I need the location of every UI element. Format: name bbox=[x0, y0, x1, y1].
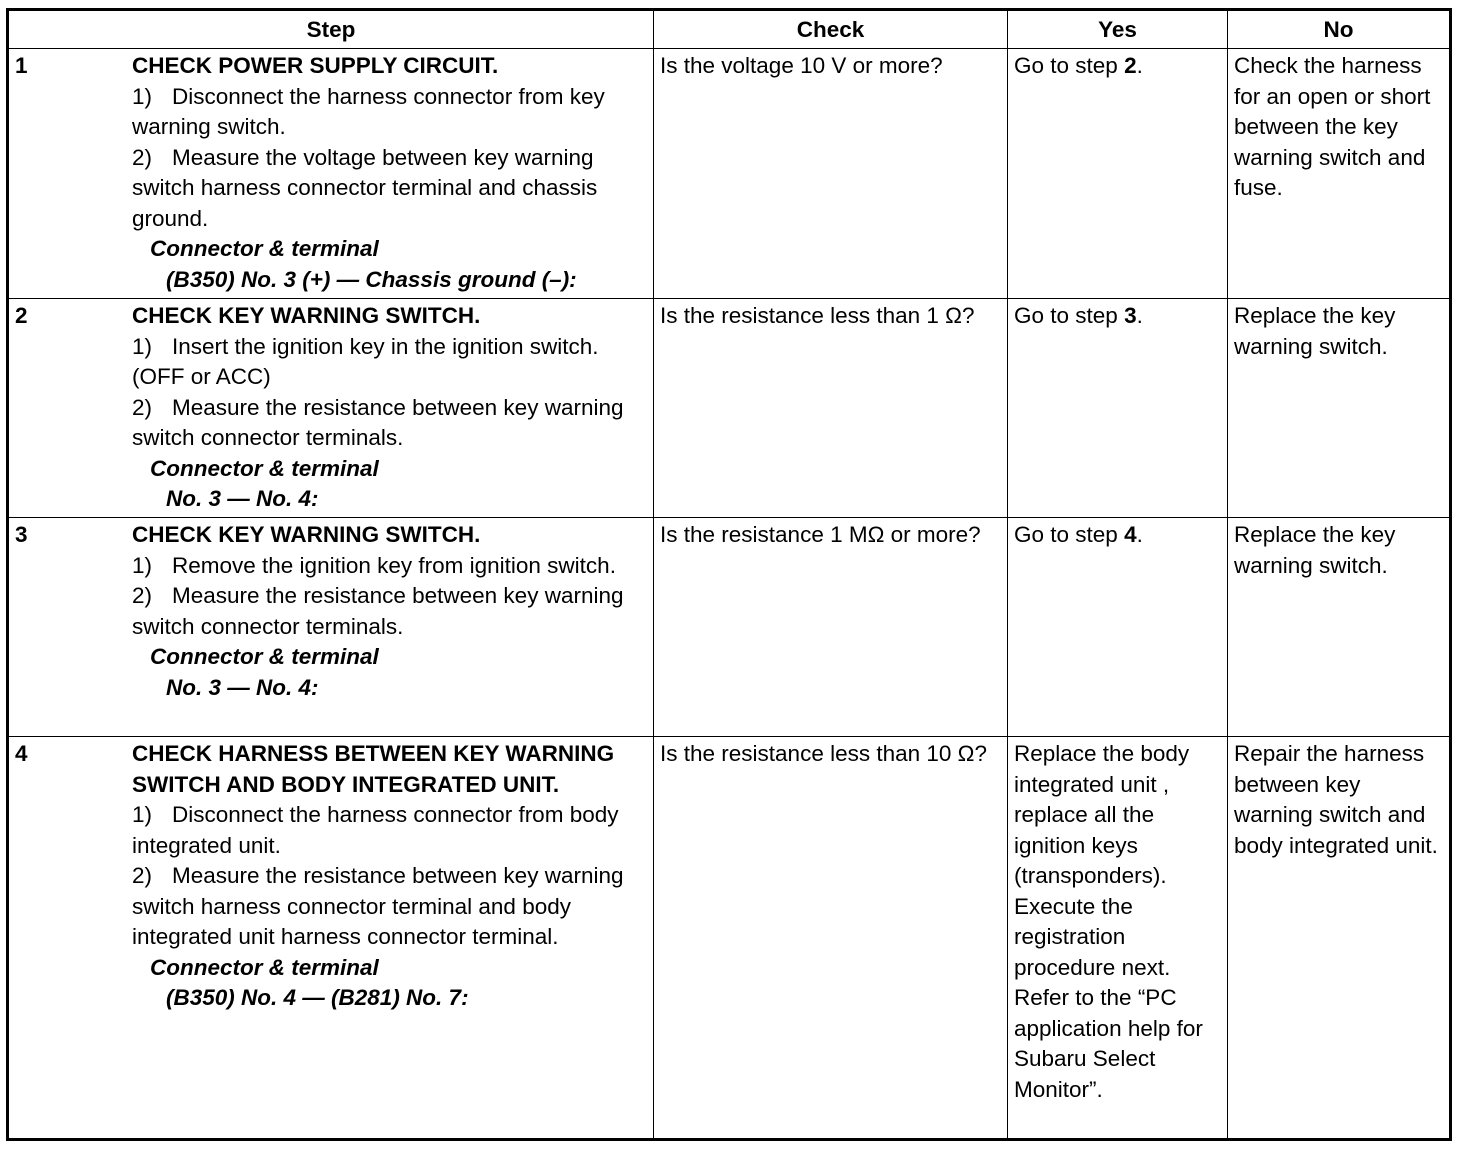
yes-step: 4 bbox=[1124, 522, 1137, 547]
yes-cell bbox=[1008, 299, 1228, 518]
yes-cell bbox=[1008, 518, 1228, 737]
step-number: 4 bbox=[15, 741, 28, 766]
no-cell: Repair the harness between key warning switch and body integrated unit. bbox=[1228, 737, 1451, 1140]
substep-number: 2) bbox=[132, 144, 153, 170]
yes-cell: Replace the body integrated unit , replace all the ignition keys (transponders). Execute the registration procedure next. Refer to the “PC application help for Subaru Select Monitor”. bbox=[1008, 737, 1228, 1140]
substep bbox=[132, 581, 647, 642]
table-row bbox=[8, 49, 1451, 299]
header-no: No bbox=[1228, 10, 1451, 49]
substep bbox=[132, 82, 647, 143]
step-cell bbox=[8, 49, 654, 299]
connector-value: (B350) No. 4 — (B281) No. 7: bbox=[166, 985, 469, 1010]
yes-step: 2 bbox=[1124, 53, 1137, 78]
substep-number: 1) bbox=[132, 802, 153, 827]
substep bbox=[132, 393, 647, 454]
yes-suffix: . bbox=[1136, 53, 1143, 78]
yes-suffix: . bbox=[1136, 303, 1143, 328]
no-cell: Replace the key warning switch. bbox=[1228, 518, 1451, 737]
substep bbox=[132, 143, 647, 235]
check-cell: Is the voltage 10 V or more? bbox=[654, 49, 1008, 299]
step-cell bbox=[8, 518, 654, 737]
step-cell bbox=[8, 299, 654, 518]
substep-number: 2) bbox=[132, 583, 153, 608]
header-check: Check bbox=[654, 10, 1008, 49]
substep-number: 2) bbox=[132, 863, 153, 888]
header-row bbox=[8, 10, 1451, 49]
substep-text: Remove the ignition key from ignition switch. bbox=[172, 552, 616, 578]
substep-text: Disconnect the harness connector from body integrated unit. bbox=[132, 802, 619, 858]
yes-suffix: . bbox=[1136, 522, 1143, 547]
substep-text: Measure the resistance between key warning switch connector terminals. bbox=[132, 583, 624, 639]
step-title: CHECK KEY WARNING SWITCH. bbox=[132, 303, 481, 328]
substep bbox=[132, 332, 647, 393]
check-cell: Is the resistance less than 10 Ω? bbox=[654, 737, 1008, 1140]
substep bbox=[132, 861, 647, 953]
check-cell: Is the resistance 1 MΩ or more? bbox=[654, 518, 1008, 737]
substep-text: Measure the resistance between key warning switch harness connector terminal and body integrated unit harness connector terminal. bbox=[132, 863, 624, 949]
connector-label: Connector & terminal bbox=[150, 954, 379, 980]
step-number: 1 bbox=[15, 53, 28, 78]
step-cell bbox=[8, 737, 654, 1140]
table-row bbox=[8, 299, 1451, 518]
substep bbox=[132, 551, 647, 582]
yes-prefix: Go to step bbox=[1014, 303, 1125, 328]
check-cell: Is the resistance less than 1 Ω? bbox=[654, 299, 1008, 518]
substep-text: Disconnect the harness connector from key warning switch. bbox=[132, 83, 605, 139]
table-row bbox=[8, 518, 1451, 737]
connector-label: Connector & terminal bbox=[150, 455, 379, 481]
substep bbox=[132, 800, 647, 861]
substep-number: 1) bbox=[132, 552, 153, 578]
yes-prefix: Go to step bbox=[1014, 53, 1125, 78]
substep-text: Measure the voltage between key warning switch harness connector terminal and chassis ground. bbox=[132, 144, 598, 231]
yes-step: 3 bbox=[1124, 303, 1137, 328]
substep-text: Measure the resistance between key warning switch connector terminals. bbox=[132, 394, 624, 450]
connector-label: Connector & terminal bbox=[150, 644, 379, 669]
diagnostic-table bbox=[6, 8, 1452, 1141]
table-row bbox=[8, 737, 1451, 1140]
step-title: CHECK POWER SUPPLY CIRCUIT. bbox=[132, 53, 499, 78]
step-title: CHECK HARNESS BETWEEN KEY WARNING SWITCH AND BODY INTEGRATED UNIT. bbox=[132, 741, 615, 797]
step-title: CHECK KEY WARNING SWITCH. bbox=[132, 522, 481, 547]
yes-cell bbox=[1008, 49, 1228, 299]
no-cell: Replace the key warning switch. bbox=[1228, 299, 1451, 518]
substep-number: 1) bbox=[132, 83, 153, 109]
substep-number: 2) bbox=[132, 394, 153, 420]
substep-text: Insert the ignition key in the ignition switch. (OFF or ACC) bbox=[132, 333, 599, 389]
header-step: Step bbox=[8, 10, 654, 49]
connector-value: No. 3 — No. 4: bbox=[166, 674, 319, 700]
no-cell: Check the harness for an open or short between the key warning switch and fuse. bbox=[1228, 49, 1451, 299]
connector-value: No. 3 — No. 4: bbox=[166, 486, 319, 511]
connector-label: Connector & terminal bbox=[150, 236, 379, 261]
yes-prefix: Go to step bbox=[1014, 522, 1125, 547]
step-number: 3 bbox=[15, 522, 28, 547]
substep-number: 1) bbox=[132, 333, 153, 359]
connector-value: (B350) No. 3 (+) — Chassis ground (–): bbox=[166, 266, 577, 292]
step-number: 2 bbox=[15, 303, 28, 328]
header-yes: Yes bbox=[1008, 10, 1228, 49]
